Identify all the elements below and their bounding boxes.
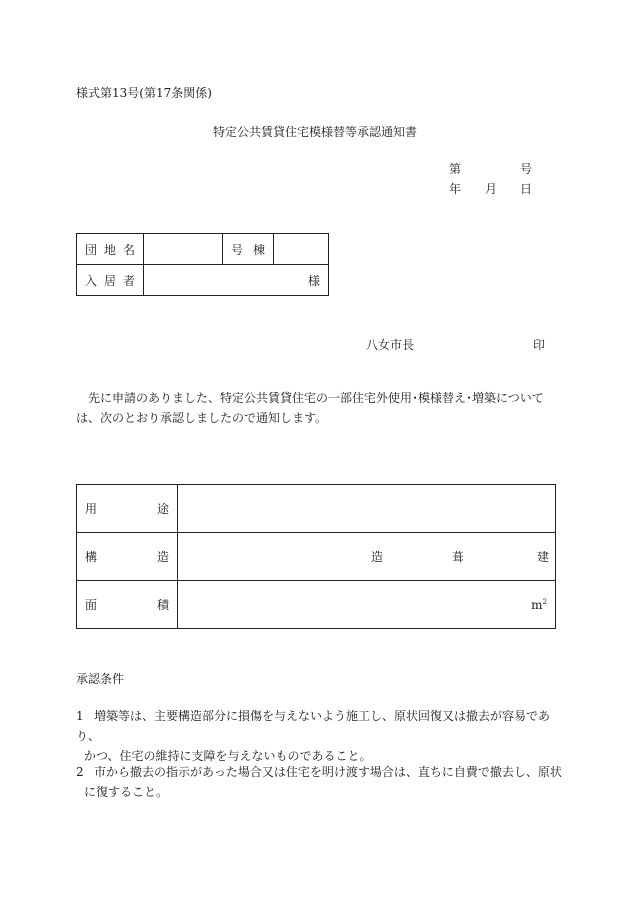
structure-label-cell: 構 造 bbox=[77, 533, 178, 581]
approval-detail-table bbox=[76, 484, 556, 629]
structure-value-cell[interactable] bbox=[178, 533, 556, 581]
condition-item: 1 増築等は、主要構造部分に損傷を与えないよう施工し、原状回復又は撤去が容易であり、 かつ、住宅の維持に支障を与えないものであること。 bbox=[76, 709, 551, 763]
danchi-value-cell[interactable] bbox=[144, 234, 223, 265]
table-row bbox=[77, 485, 556, 533]
resident-honorific: 様 bbox=[307, 273, 320, 288]
goto-value-cell[interactable] bbox=[274, 234, 329, 265]
table-row bbox=[77, 533, 556, 581]
usage-label-cell: 用 途 bbox=[77, 485, 178, 533]
date-day: 日 bbox=[520, 182, 533, 196]
notification-body: 先に申請のありました、特定公共賃貸住宅の一部住宅外使用･模様替え･増築については、次のとおり承認しましたので通知します。 bbox=[76, 391, 544, 425]
table-row bbox=[77, 581, 556, 629]
condition-item: 2 市から撤去の指示があった場合又は住宅を明け渡す場合は、直ちに自費で撤去し、原状 に復すること。 bbox=[76, 765, 562, 799]
structure-fuki: 葺 bbox=[452, 549, 465, 564]
area-unit: $m^2$ bbox=[531, 597, 547, 612]
area-value-cell[interactable] bbox=[178, 581, 556, 629]
document-number-line bbox=[449, 160, 532, 176]
issuer-mayor: 八女市長 bbox=[366, 338, 415, 352]
area-label-cell: 面 積 bbox=[77, 581, 178, 629]
date-line bbox=[449, 180, 532, 196]
goto-label-cell: 号 棟 bbox=[223, 234, 274, 265]
usage-value-cell[interactable] bbox=[178, 485, 556, 533]
housing-info-table bbox=[76, 233, 329, 296]
seal-mark: 印 bbox=[533, 338, 546, 352]
structure-date: 建 bbox=[536, 549, 549, 564]
form-number: 様式第13号(第17条関係) bbox=[76, 86, 212, 100]
resident-value-cell[interactable] bbox=[144, 265, 329, 296]
conditions-title: 承認条件 bbox=[76, 672, 125, 686]
resident-label-cell: 入 居 者 bbox=[77, 265, 144, 296]
number-prefix: 第 bbox=[449, 162, 462, 176]
danchi-label-cell: 団 地 名 bbox=[77, 234, 144, 265]
date-year: 年 bbox=[449, 182, 462, 196]
number-suffix: 号 bbox=[520, 162, 533, 176]
document-title: 特定公共賃貸住宅模様替等承認通知書 bbox=[212, 125, 417, 139]
date-month: 月 bbox=[485, 182, 498, 196]
structure-zo: 造 bbox=[371, 549, 384, 564]
